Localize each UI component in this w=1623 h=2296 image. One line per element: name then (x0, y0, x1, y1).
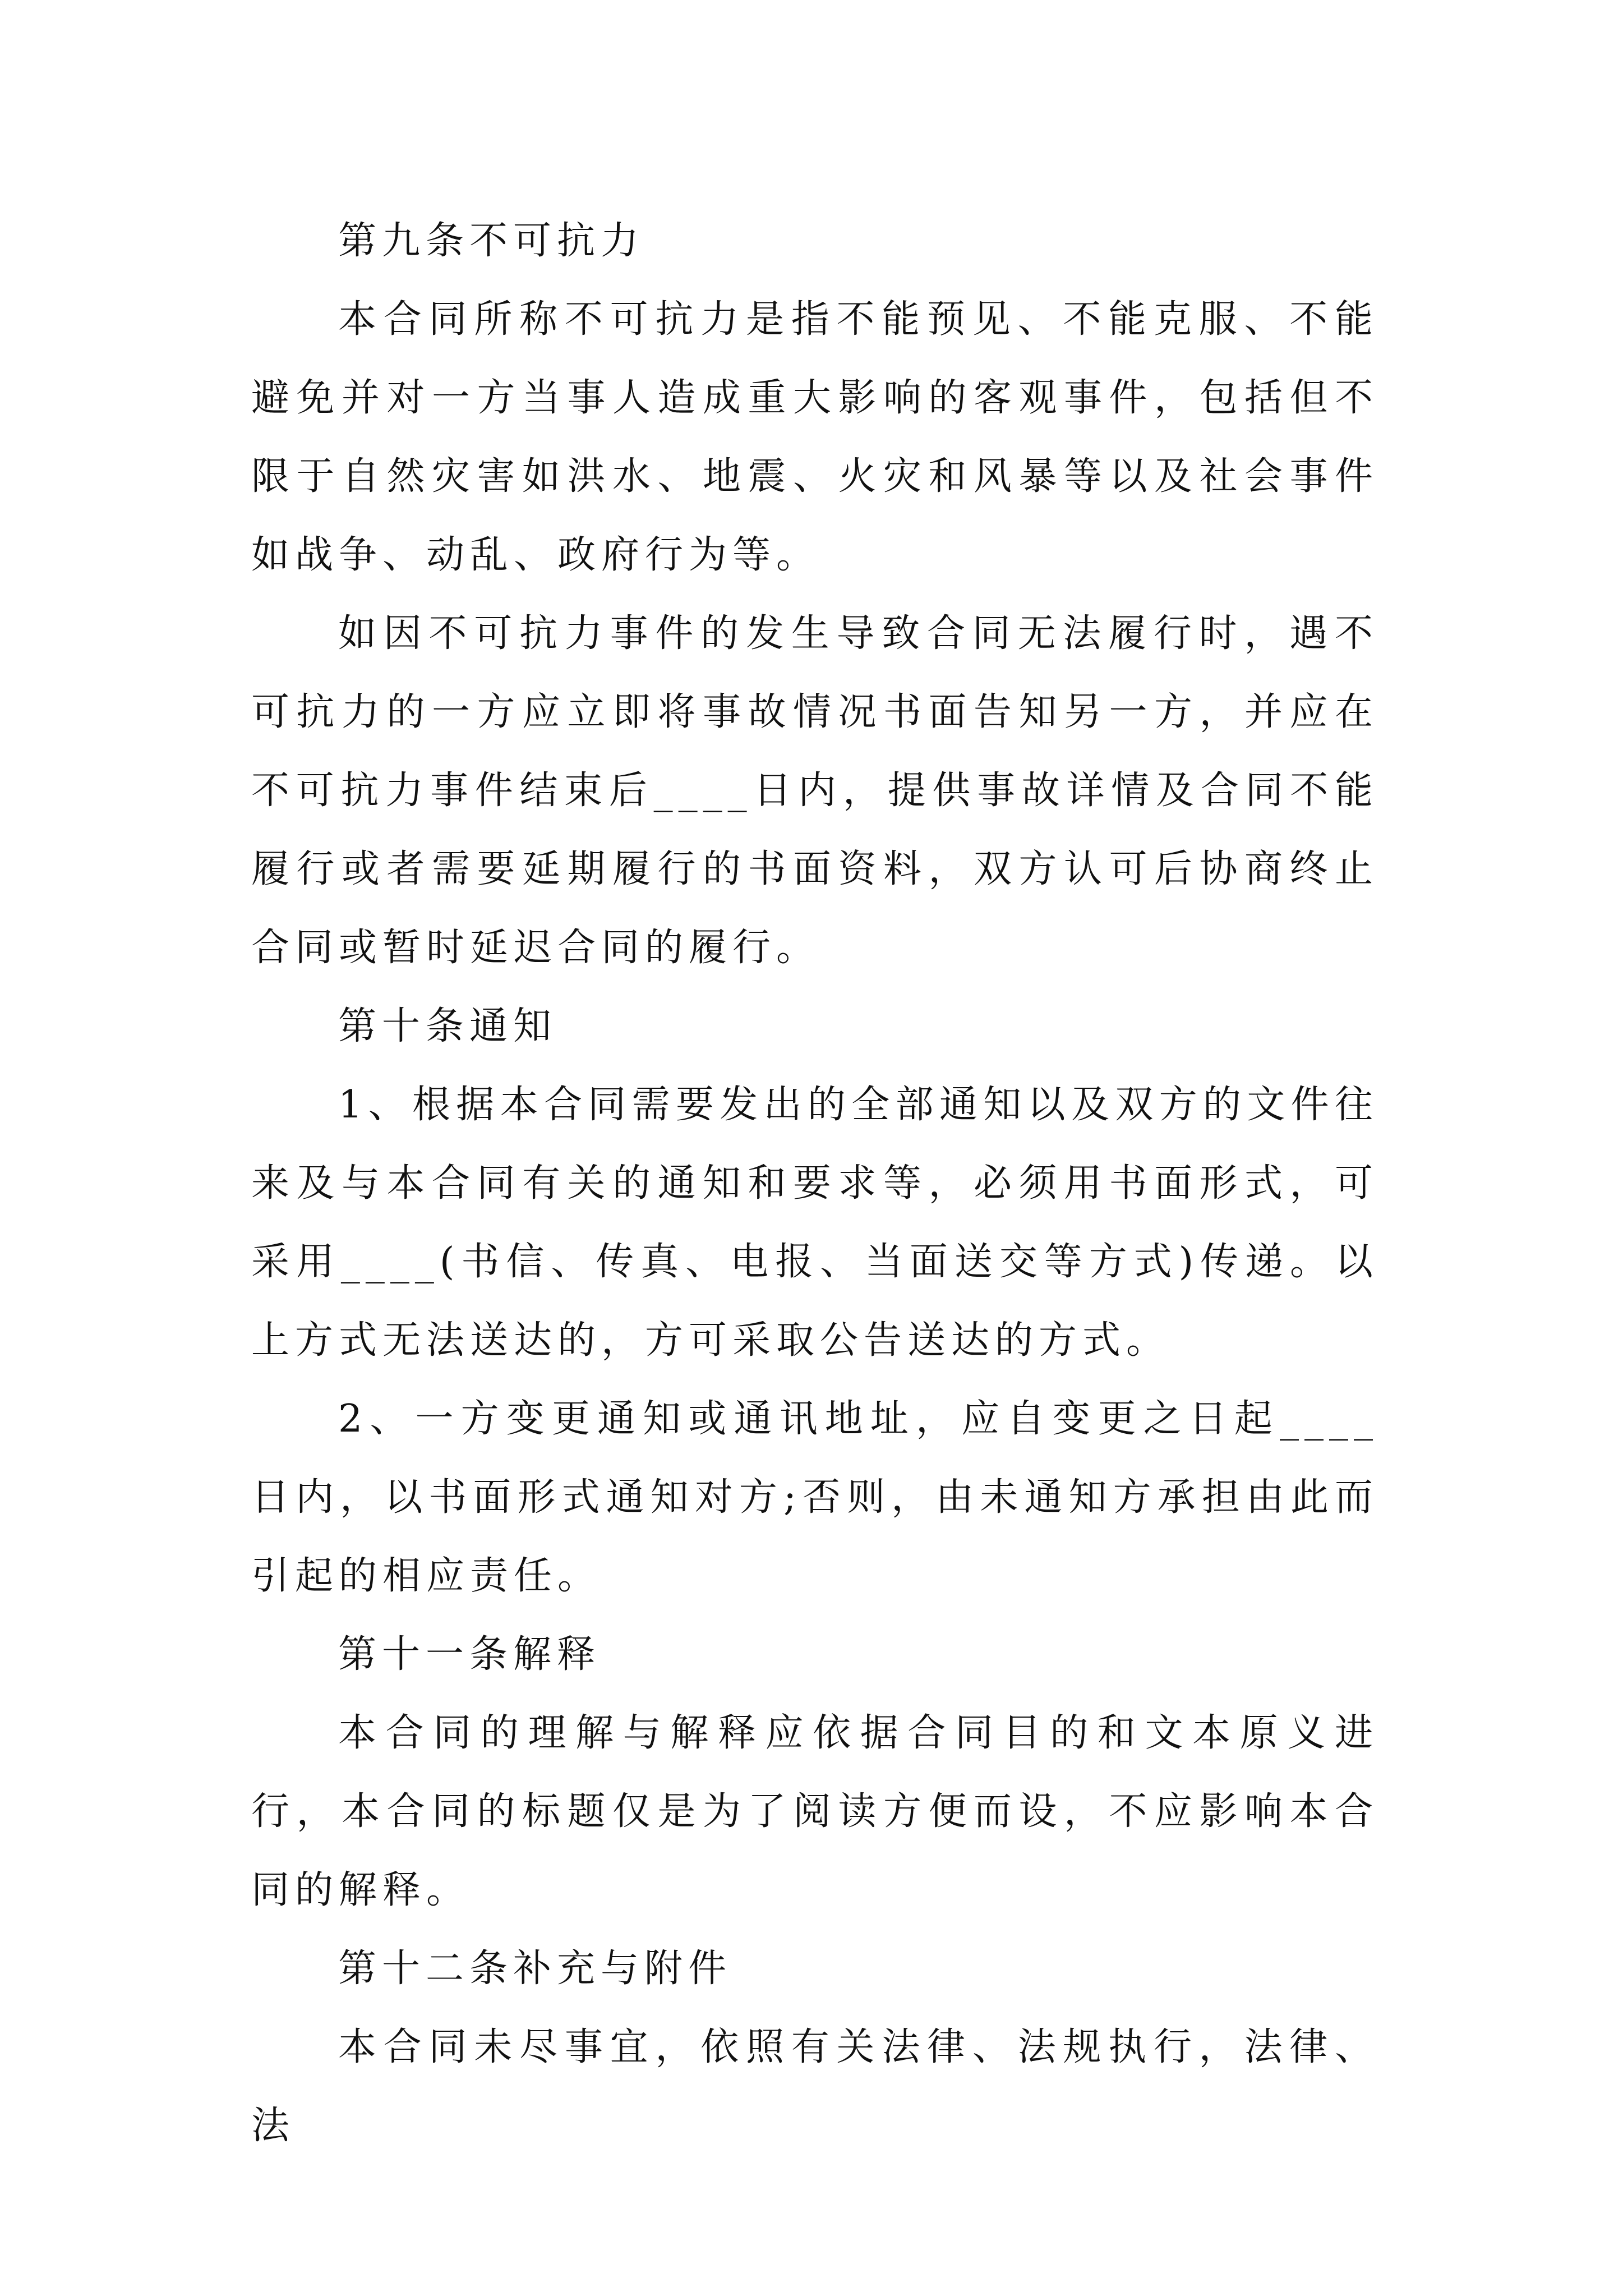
article-10-paragraph-2: 2、一方变更通知或通讯地址，应自变更之日起____日内，以书面形式通知对方;否则，由未通知方承担由此而引起的相应责任。 (251, 1397, 1378, 1598)
document-page (251, 202, 1378, 2165)
article-10-paragraph-1: 1、根据本合同需要发出的全部通知以及双方的文件往来及与本合同有关的通知和要求等，必须用书面形式，可采用____(书信、传真、电报、当面送交等方式)传递。以上方式无法送达的，方可采取公告送达的方式。 (251, 1083, 1378, 1363)
article-11-paragraph-1: 本合同的理解与解释应依据合同目的和文本原义进行，本合同的标题仅是为了阅读方便而设，不应影响本合同的解释。 (251, 1711, 1378, 1912)
article-10-heading: 第十条通知 (338, 1004, 557, 1048)
article-9-paragraph-1: 本合同所称不可抗力是指不能预见、不能克服、不能避免并对一方当事人造成重大影响的客观事件，包括但不限于自然灾害如洪水、地震、火灾和风暴等以及社会事件如战争、动乱、政府行为等。 (251, 297, 1378, 577)
article-12-paragraph-1: 本合同未尽事宜，依照有关法律、法规执行，法律、法 (251, 2025, 1378, 2148)
article-9-heading: 第九条不可抗力 (338, 219, 645, 263)
article-9-paragraph-2: 如因不可抗力事件的发生导致合同无法履行时，遇不可抗力的一方应立即将事故情况书面告知另一方，并应在不可抗力事件结束后____日内，提供事故详情及合同不能履行或者需要延期履行的书面资料，双方认可后协商终止合同或暂时延迟合同的履行。 (251, 611, 1378, 970)
article-11-heading: 第十一条解释 (338, 1632, 601, 1677)
article-12-heading: 第十二条补充与附件 (338, 1947, 732, 1991)
